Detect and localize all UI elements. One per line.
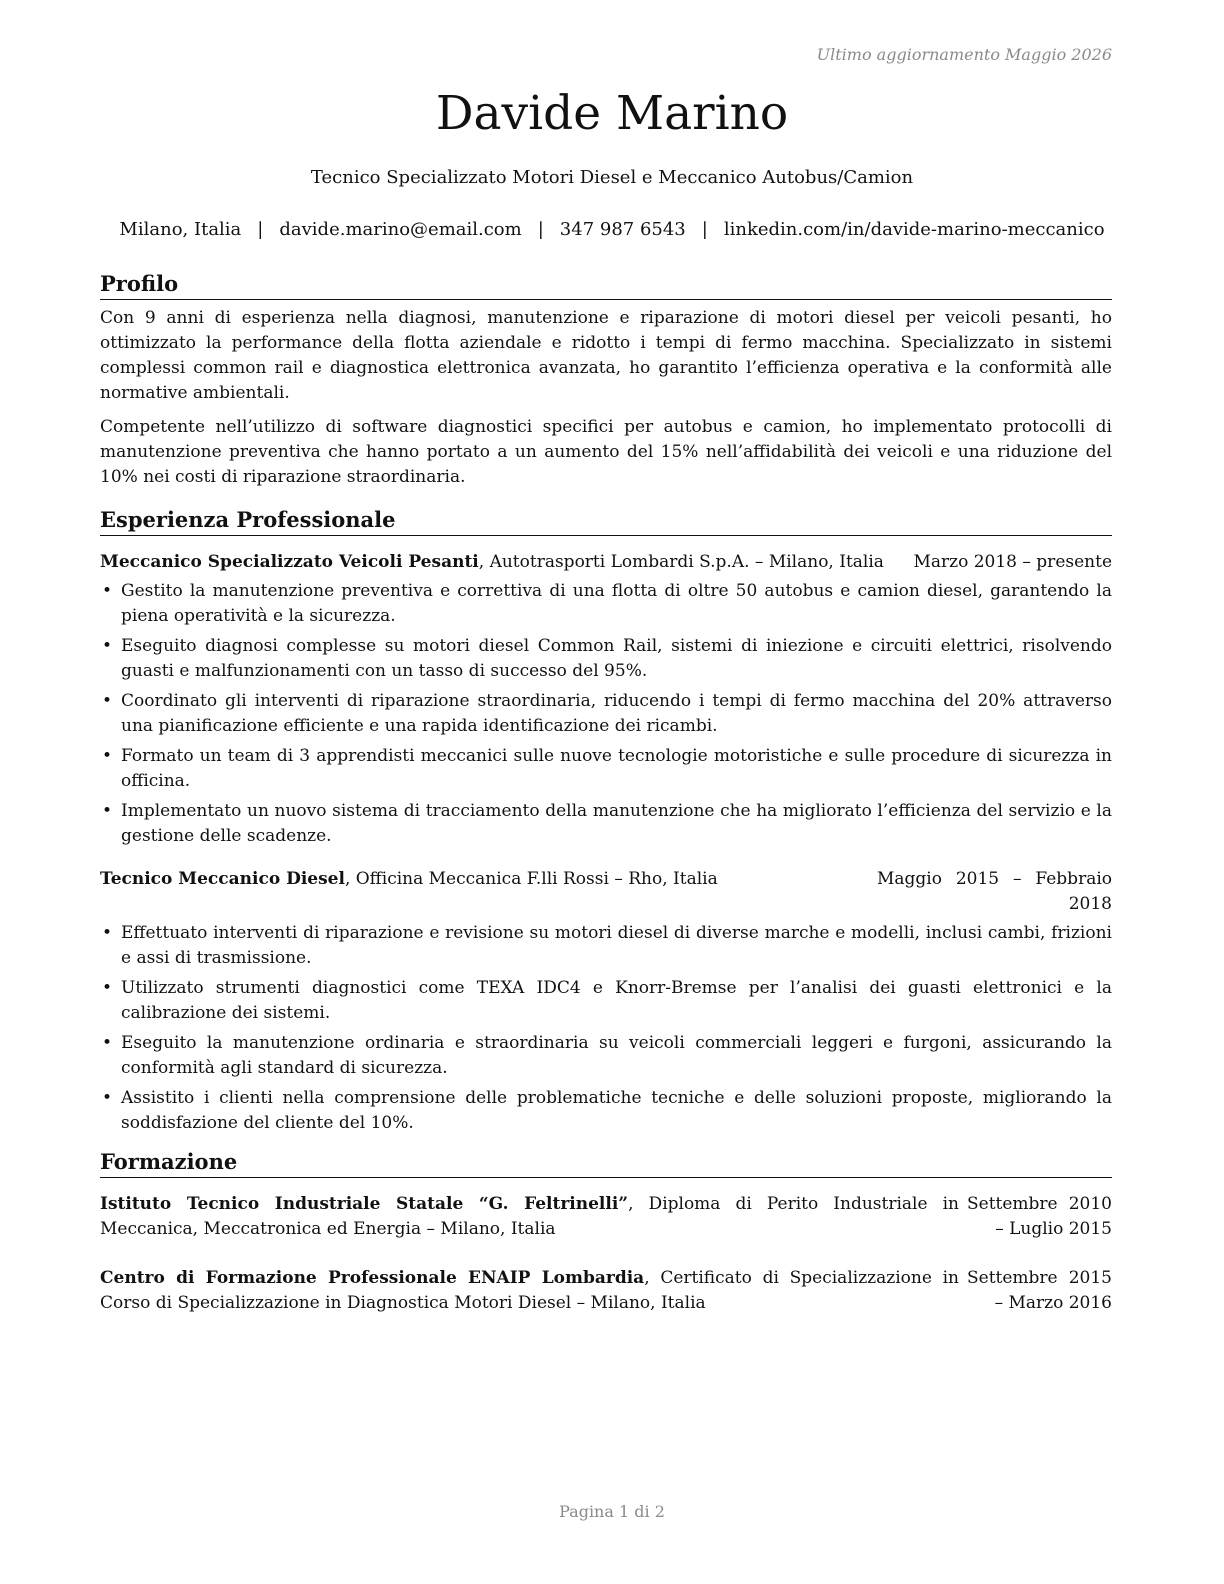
list-item: • Assistito i clienti nella comprensione delle problematiche tecniche e delle soluzioni proposte, migliorando la soddisfazione del cliente del 10%. — [100, 1086, 1112, 1136]
section-title-education: Formazione — [100, 1148, 1112, 1178]
contact-separator: | — [257, 219, 264, 240]
list-item: • Implementato un nuovo sistema di tracciamento della manutenzione che ha migliorato l’efficienza del servizio e la gestione delle scadenze. — [100, 799, 1112, 849]
list-item: • Coordinato gli interventi di riparazione straordinaria, riducendo i tempi di fermo macchina del 20% attraverso una pianificazione efficiente e una rapida identificazione dei ricambi. — [100, 689, 1112, 739]
profile-paragraph: Competente nell’utilizzo di software diagnostici specifici per autobus e camion, ho implementato protocolli di manutenzione preventiva che hanno portato a un aumento del 15% nell’affidabilità dei veicoli e una riduzione del 10% nei costi di riparazione straordinaria. — [100, 417, 1112, 487]
job-dates: Maggio 2015 – Febbraio 2018 — [877, 869, 1112, 914]
job-dates: Marzo 2018 – presente — [913, 552, 1112, 572]
education-entry — [100, 1192, 1112, 1242]
education-dates: Settembre 2015 – Marzo 2016 — [967, 1268, 1112, 1313]
job-entry — [100, 867, 1112, 1136]
job-header — [100, 550, 1112, 575]
job-bullets — [100, 921, 1112, 1136]
education-dates: Settembre 2010 – Luglio 2015 — [967, 1194, 1112, 1239]
contact-location: Milano, Italia — [119, 219, 242, 240]
job-header — [100, 867, 1112, 917]
education-section — [100, 1148, 1112, 1316]
contact-separator: | — [537, 219, 544, 240]
profile-paragraph: Con 9 anni di esperienza nella diagnosi, manutenzione e riparazione di motori diesel per veicoli pesanti, ho ottimizzato la performance della flotta aziendale e ridotto i tempi di fermo macchina. Specializzato in sistemi complessi common rail e diagnostica elettronica avanzata, ho garantito l’efficienza operativa e la conformità alle normative ambientali. — [100, 308, 1112, 403]
section-title-experience: Esperienza Professionale — [100, 506, 1112, 536]
education-detail: , Certificato di Specializzazione in Corso di Specializzazione in Diagnostica Motori Diesel – Milano, Italia — [100, 1268, 959, 1313]
experience-section — [100, 506, 1112, 1136]
contact-email[interactable]: davide.marino@email.com — [279, 219, 522, 240]
contact-linkedin[interactable]: linkedin.com/in/davide-marino-meccanico — [723, 219, 1105, 240]
job-entry — [100, 550, 1112, 849]
education-school: Istituto Tecnico Industriale Statale “G. Feltrinelli” — [100, 1194, 629, 1214]
list-item: • Eseguito la manutenzione ordinaria e straordinaria su veicoli commerciali leggeri e furgoni, assicurando la conformità agli standard di sicurezza. — [100, 1031, 1112, 1081]
job-company: , Autotrasporti Lombardi S.p.A. – Milano, Italia — [478, 552, 884, 572]
job-role: Tecnico Meccanico Diesel — [100, 869, 345, 889]
last-updated: Ultimo aggiornamento Maggio 2026 — [816, 45, 1112, 64]
education-school: Centro di Formazione Professionale ENAIP Lombardia — [100, 1268, 645, 1288]
candidate-name: Davide Marino — [435, 86, 789, 141]
contact-separator: | — [701, 219, 708, 240]
job-company: , Officina Meccanica F.lli Rossi – Rho, Italia — [344, 869, 718, 889]
job-bullets — [100, 579, 1112, 849]
list-item: • Gestito la manutenzione preventiva e correttiva di una flotta di oltre 50 autobus e camion diesel, garantendo la piena operatività e la sicurezza. — [100, 579, 1112, 629]
list-item: • Eseguito diagnosi complesse su motori diesel Common Rail, sistemi di iniezione e circuiti elettrici, risolvendo guasti e malfunzionamenti con un tasso di successo del 95%. — [100, 634, 1112, 684]
profile-section — [100, 270, 1112, 490]
page-number: Pagina 1 di 2 — [559, 1502, 665, 1521]
list-item: • Utilizzato strumenti diagnostici come TEXA IDC4 e Knorr-Bremse per l’analisi dei guasti elettronici e la calibrazione dei sistemi. — [100, 976, 1112, 1026]
education-entry — [100, 1266, 1112, 1316]
job-title: Tecnico Specializzato Motori Diesel e Meccanico Autobus/Camion — [310, 167, 914, 188]
list-item: • Formato un team di 3 apprendisti meccanici sulle nuove tecnologie motoristiche e sulle procedure di sicurezza in officina. — [100, 744, 1112, 794]
contact-line — [0, 219, 1224, 240]
contact-phone[interactable]: 347 987 6543 — [559, 219, 686, 240]
section-title-profile: Profilo — [100, 270, 1112, 300]
job-role: Meccanico Specializzato Veicoli Pesanti — [100, 552, 479, 572]
education-detail: , Diploma di Perito Industriale in Meccanica, Meccatronica ed Energia – Milano, Italia — [100, 1194, 959, 1239]
list-item: • Effettuato interventi di riparazione e revisione su motori diesel di diverse marche e modelli, inclusi cambi, frizioni e assi di trasmissione. — [100, 921, 1112, 971]
resume-body — [100, 270, 1112, 1316]
